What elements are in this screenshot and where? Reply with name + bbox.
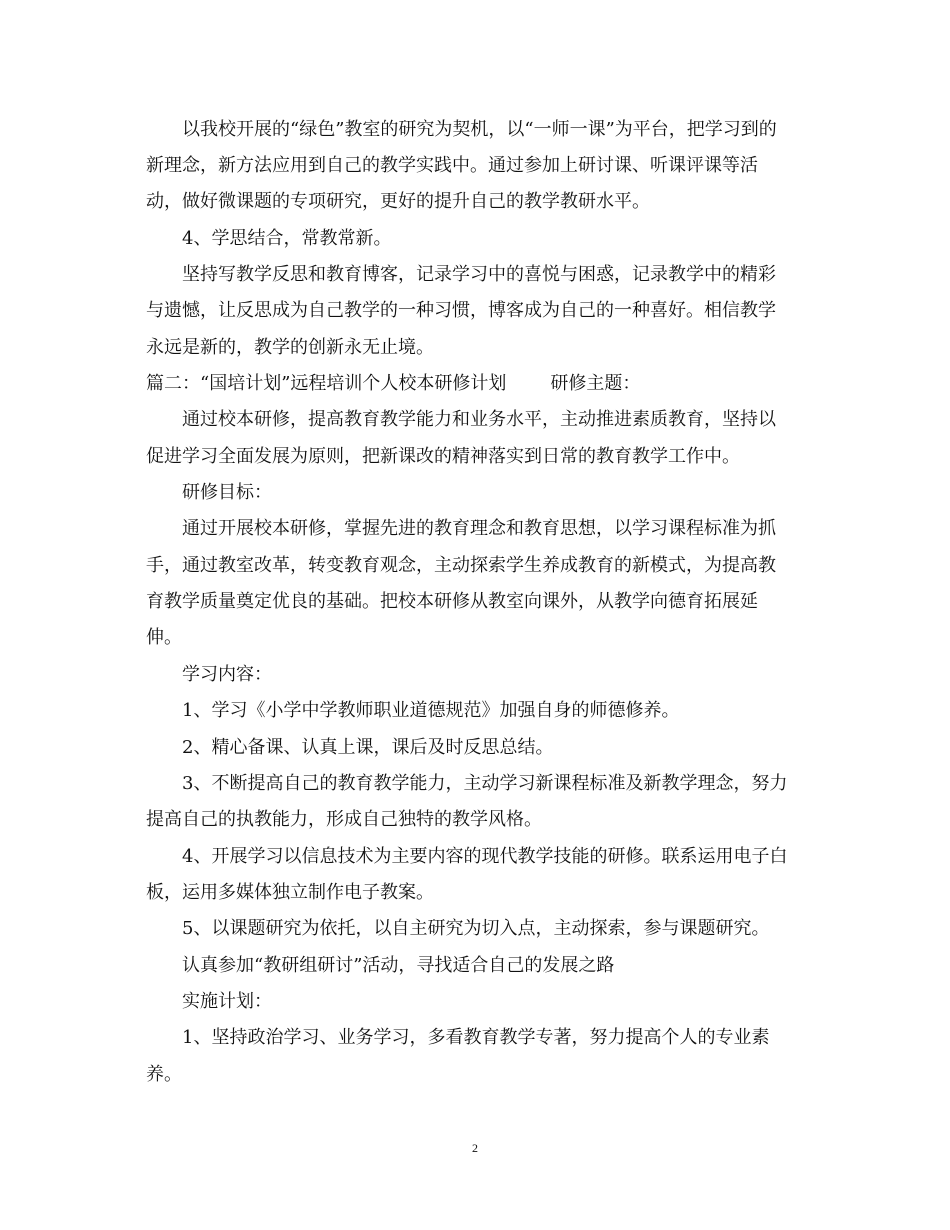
paragraph-line: 育教学质量奠定优良的基础。把校本研修从教室向课外，从教学向德育拓展延 <box>146 591 758 612</box>
paragraph-line: 认真参加“教研组研讨”活动，寻找适合自己的发展之路 <box>182 955 615 976</box>
list-item: 1、坚持政治学习、业务学习，多看教育教学专著，努力提高个人的专业素 <box>182 1027 770 1048</box>
chapter-title: 篇二：“国培计划”远程培训个人校本研修计划 <box>146 373 507 394</box>
paragraph-line: 通过开展校本研修，掌握先进的教育理念和教育思想，以学习课程标准为抓 <box>182 518 776 539</box>
list-item: 2、精心备课、认真上课，课后及时反思总结。 <box>182 737 554 758</box>
chapter-heading-line <box>146 373 640 395</box>
list-item-continuation: 提高自己的执教能力，形成自己独特的教学风格。 <box>146 809 542 830</box>
paragraph-line: 通过校本研修，提高教育教学能力和业务水平，主动推进素质教育，坚持以 <box>182 409 776 430</box>
paragraph-line: 永远是新的，教学的创新永无止境。 <box>146 337 434 358</box>
paragraph-line: 坚持写教学反思和教育博客，记录学习中的喜悦与困惑，记录教学中的精彩 <box>182 264 776 285</box>
list-item: 1、学习《小学中学教师职业道德规范》加强自身的师德修养。 <box>182 700 680 721</box>
list-item: 3、不断提高自己的教育教学能力，主动学习新课程标准及新教学理念，努力 <box>182 773 788 794</box>
section-heading: 学习内容： <box>182 664 272 685</box>
paragraph-line: 手，通过教室改革，转变教育观念，主动探索学生养成教育的新模式，为提高教 <box>146 555 776 576</box>
paragraph-line: 促进学习全面发展为原则，把新课改的精神落实到日常的教育教学工作中。 <box>146 446 740 467</box>
paragraph-line: 新理念，新方法应用到自己的教学实践中。通过参加上研讨课、听课评课等活 <box>146 155 758 176</box>
page-number: 2 <box>472 1141 478 1155</box>
list-item-continuation: 养。 <box>146 1064 182 1085</box>
list-item: 4、开展学习以信息技术为主要内容的现代教学技能的研修。联系运用电子白 <box>182 846 788 867</box>
section-heading: 实施计划： <box>182 991 272 1012</box>
paragraph-line: 动，做好微课题的专项研究，更好的提升自己的教学教研水平。 <box>146 191 650 212</box>
paragraph-line: 伸。 <box>146 627 182 648</box>
paragraph-line: 与遗憾，让反思成为自己教学的一种习惯，博客成为自己的一种喜好。相信教学 <box>146 300 776 321</box>
section-heading: 研修主题： <box>550 373 641 394</box>
section-heading: 研修目标： <box>182 482 272 503</box>
list-item: 5、以课题研究为依托，以自主研究为切入点，主动探索，参与课题研究。 <box>182 918 770 939</box>
list-item-continuation: 板，运用多媒体独立制作电子教案。 <box>146 882 434 903</box>
paragraph-line: 以我校开展的“绿色”教室的研究为契机，以“一师一课”为平台，把学习到的 <box>182 119 777 140</box>
section-heading: 4、学思结合，常教常新。 <box>182 228 392 249</box>
